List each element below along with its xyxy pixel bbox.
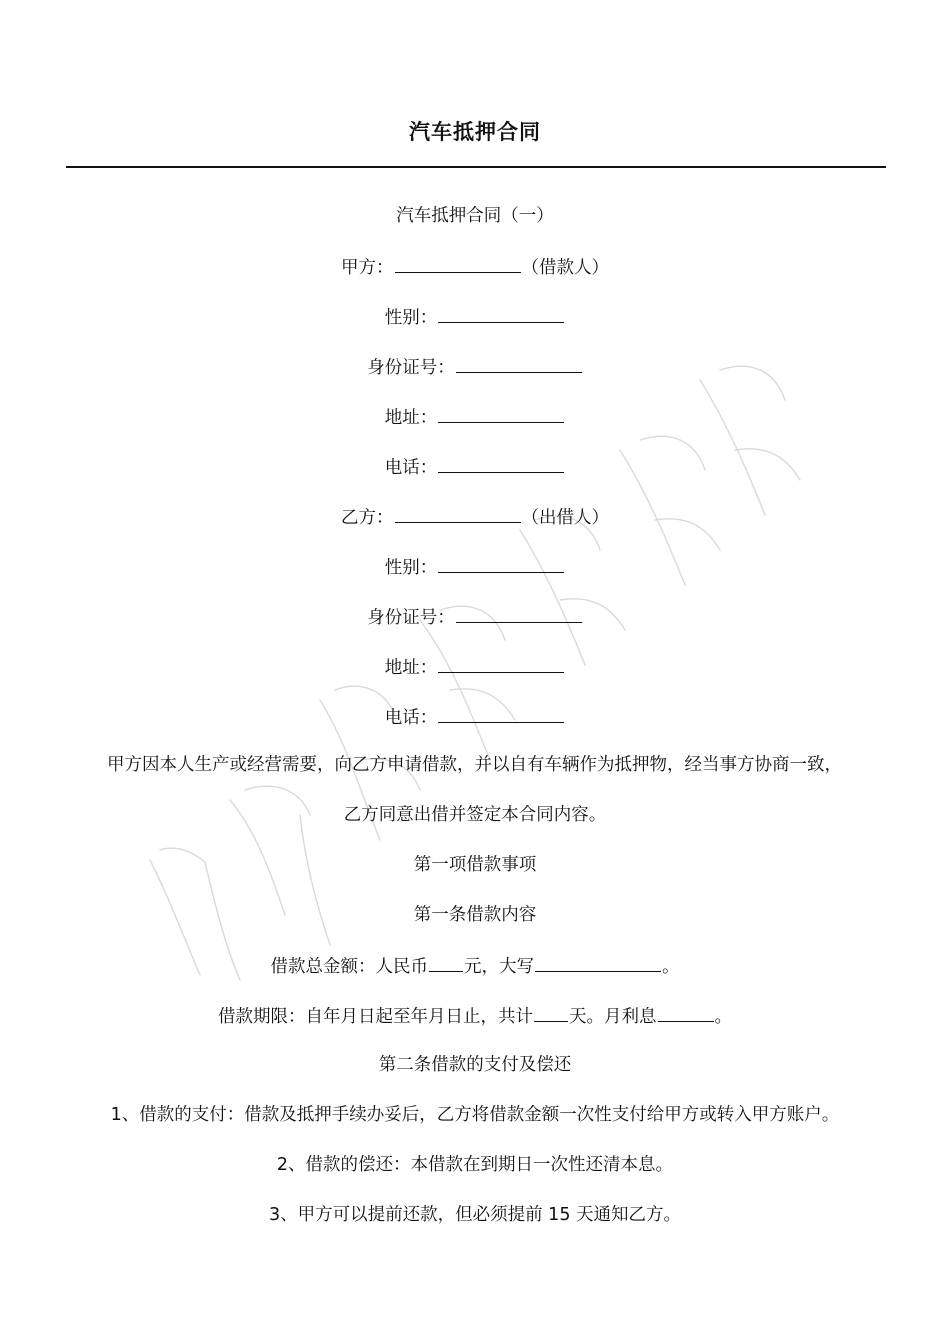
loan-term-days-blank [534, 1003, 568, 1022]
party-b-address-label: 地址： [384, 658, 438, 678]
contract-subtitle: 汽车抵押合同（一） [396, 206, 554, 226]
party-a-address-blank [438, 404, 564, 423]
loan-amount-mid: 元，大写 [464, 957, 534, 977]
party-a-gender-blank [438, 304, 564, 323]
loan-term-mid: 天。月利息 [569, 1007, 657, 1027]
party-b-name-blank [395, 504, 521, 523]
party-b-phone-label: 电话： [384, 708, 438, 728]
party-b-id-label: 身份证号： [367, 608, 455, 628]
party-a-label: 甲方： [341, 258, 394, 278]
loan-term-end: 。 [714, 1007, 732, 1027]
loan-term-line [0, 1003, 950, 1029]
party-b-gender-label: 性别： [384, 558, 438, 578]
party-b-address-blank [438, 654, 564, 673]
article-2-item-1: 1、借款的支付：借款及抵押手续办妥后，乙方将借款金额一次性支付给甲方或转入甲方账户。 [110, 1105, 840, 1125]
party-b-gender-blank [438, 554, 564, 573]
party-a-address-label: 地址： [384, 408, 438, 428]
party-a-id-line [0, 354, 950, 380]
article-2-item-2: 2、借款的偿还：本借款在到期日一次性还清本息。 [276, 1155, 674, 1175]
party-a-phone-label: 电话： [384, 458, 438, 478]
monthly-interest-blank [658, 1003, 714, 1022]
loan-amount-end: 。 [662, 957, 680, 977]
party-a-gender-label: 性别： [384, 308, 438, 328]
party-a-line [0, 254, 950, 280]
loan-amount-prefix: 借款总金额：人民币 [270, 957, 428, 977]
party-a-name-blank [395, 254, 521, 273]
loan-amount-line [0, 953, 950, 979]
title-divider [66, 166, 886, 168]
party-b-role: （出借人） [521, 508, 609, 528]
section-heading-loan-matters: 第一项借款事项 [413, 855, 537, 875]
party-a-id-label: 身份证号： [367, 358, 455, 378]
party-b-gender-line [0, 554, 950, 580]
loan-term-prefix: 借款期限：自年月日起至年月日止，共计 [218, 1007, 533, 1027]
loan-amount-words-blank [535, 953, 661, 972]
party-a-address-line [0, 404, 950, 430]
party-b-id-line [0, 604, 950, 630]
party-a-id-blank [456, 354, 582, 373]
party-b-label: 乙方： [341, 508, 394, 528]
article-1-heading: 第一条借款内容 [413, 905, 537, 925]
party-b-address-line [0, 654, 950, 680]
article-2-heading: 第二条借款的支付及偿还 [378, 1055, 572, 1075]
document-title: 汽车抵押合同 [409, 120, 541, 144]
party-a-phone-line [0, 454, 950, 480]
party-a-phone-blank [438, 454, 564, 473]
intro-line-2: 乙方同意出借并签定本合同内容。 [343, 805, 607, 825]
intro-line-1: 甲方因本人生产或经营需要，向乙方申请借款，并以自有车辆作为抵押物，经当事方协商一致， [107, 755, 842, 775]
party-a-role: （借款人） [521, 258, 609, 278]
article-2-item-3: 3、甲方可以提前还款，但必须提前 15 天通知乙方。 [268, 1205, 682, 1225]
party-a-gender-line [0, 304, 950, 330]
party-b-id-blank [456, 604, 582, 623]
party-b-phone-line [0, 704, 950, 730]
loan-amount-number-blank [429, 953, 463, 972]
party-b-phone-blank [438, 704, 564, 723]
party-b-line [0, 504, 950, 530]
